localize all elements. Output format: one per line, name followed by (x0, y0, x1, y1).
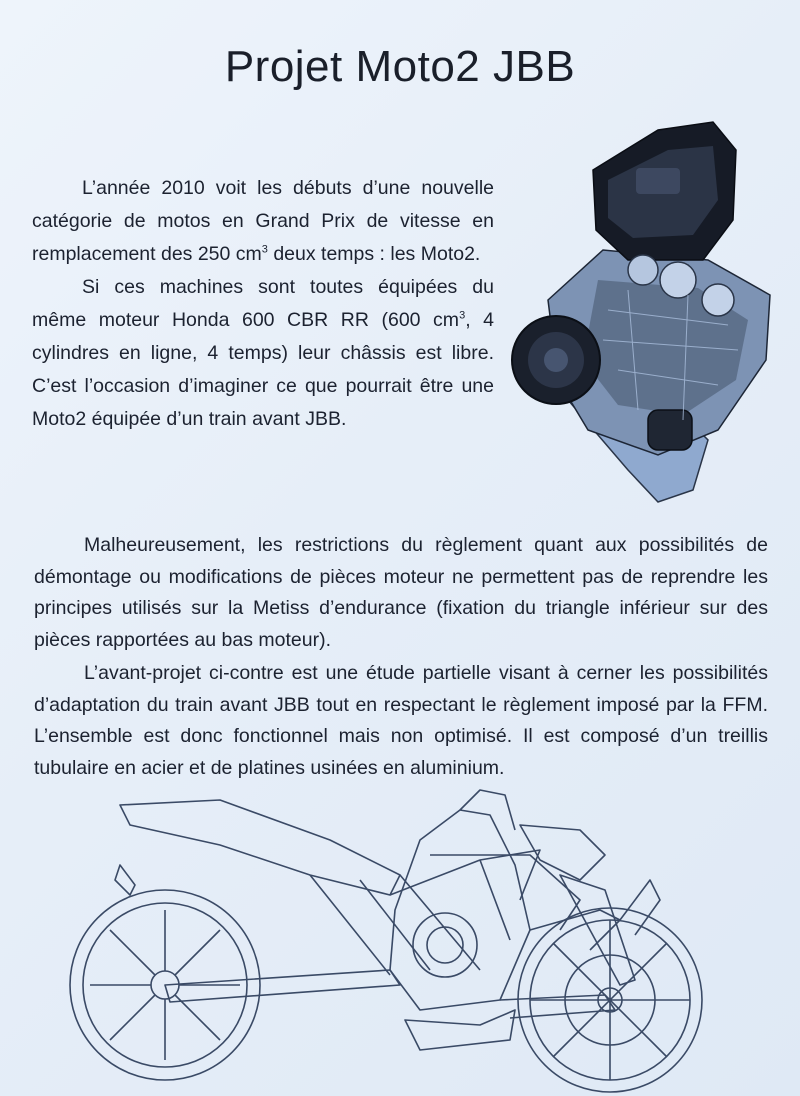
motorcycle-line-drawing (60, 770, 760, 1096)
page-title: Projet Moto2 JBB (224, 42, 576, 91)
body-paragraph-2: L’avant-projet ci-contre est une étude partielle visant à cerner les possibilités d’adaptation du train avant JBB tout en respectant le règlement imposé par la FFM. L’ensemble est donc fonctionnel mais non optimisé. Il est composé d’un treillis tubulaire en acier et de platines usinées en aluminium. (34, 662, 768, 779)
intro-paragraph-1: L’année 2010 voit les débuts d’une nouvelle catégorie de motos en Grand Prix de vitesse en remplacement des 250 $cm^3$ deux temps : les Moto2. (32, 177, 494, 265)
engine-render-image (508, 110, 778, 505)
intro-paragraph-2: Si ces machines sont toutes équipées du même moteur Honda 600 CBR RR (600 $cm^3$, 4 cylindres en ligne, 4 temps) leur châssis est libre. C’est l’occasion d’imaginer ce que pourrait être une Moto2 équipée d’un train avant JBB. (32, 276, 494, 430)
body-paragraph-1: Malheureusement, les restrictions du règlement quant aux possibilités de démontage ou modifications de pièces moteur ne permettent pas de reprendre les principes utilisés sur la Metiss d’endurance (fixation du triangle inférieur sur des pièces rapportées au bas moteur). (34, 534, 768, 651)
body-text (34, 530, 768, 784)
intro-text (32, 172, 494, 436)
